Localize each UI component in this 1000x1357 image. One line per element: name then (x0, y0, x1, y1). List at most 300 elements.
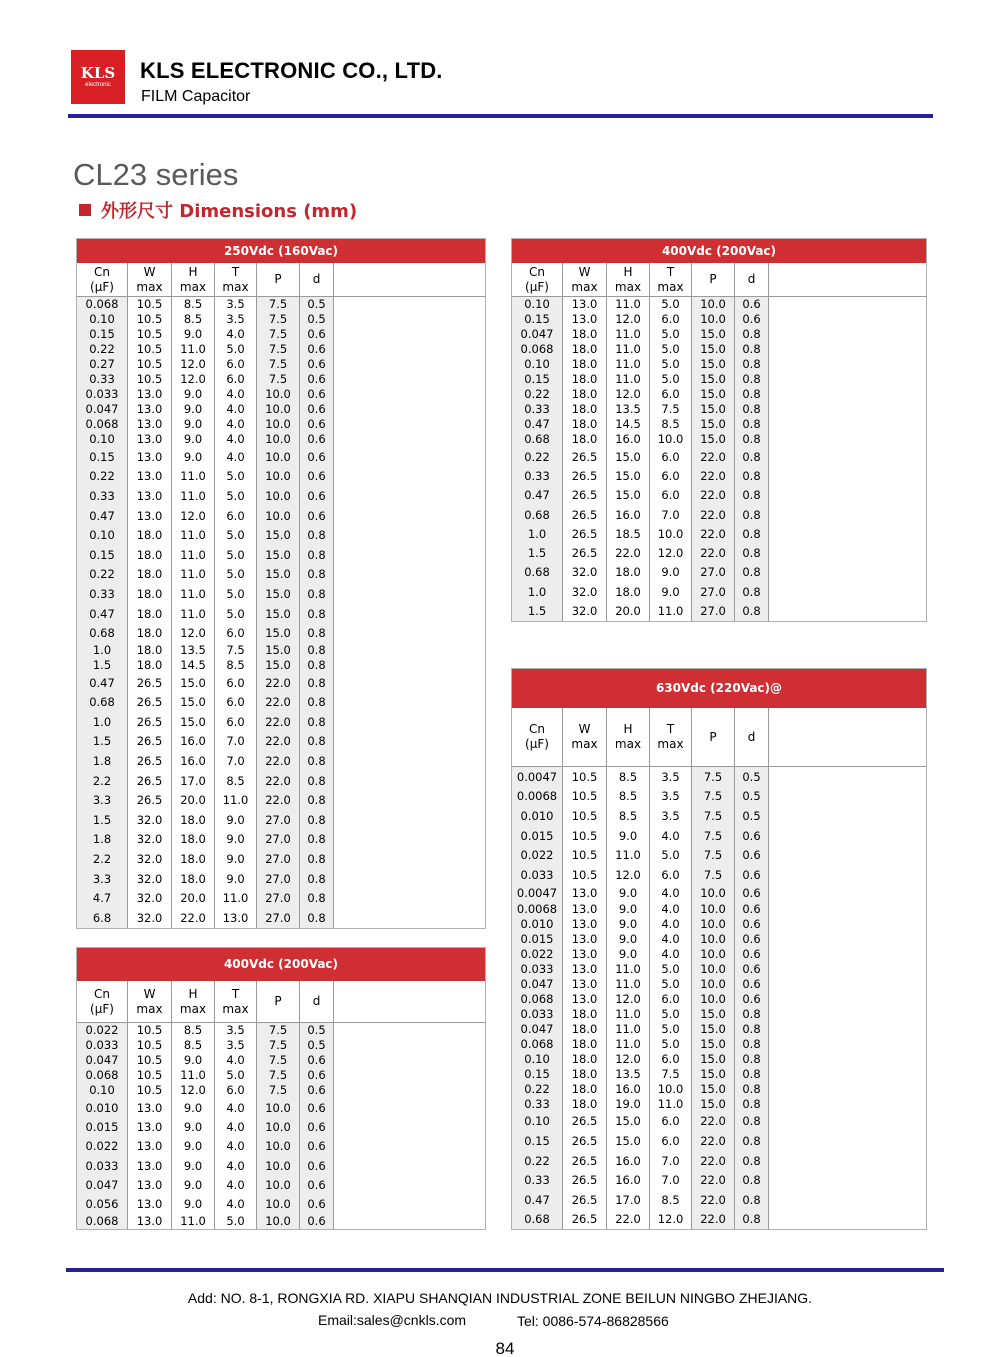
column-header-text: H (188, 264, 198, 279)
table-cell-h: 12.0 (607, 1052, 650, 1067)
table-cell-cn: 0.0047 (512, 767, 563, 787)
table-cell-p: 27.0 (257, 849, 300, 869)
table-cell-cn: 0.068 (512, 1037, 563, 1052)
table-cell-t: 4.0 (215, 1098, 257, 1117)
table-row (77, 486, 485, 506)
table-row (512, 767, 926, 787)
table-cell-d: 0.8 (735, 1037, 769, 1052)
table-cell-t: 4.0 (215, 387, 257, 402)
table-spacer (769, 402, 926, 417)
table-cell-cn: 0.047 (77, 402, 128, 417)
table-cell-p: 27.0 (257, 810, 300, 830)
table-row (512, 992, 926, 1007)
table-cell-w: 10.5 (563, 845, 607, 865)
table-cell-d: 0.6 (300, 1083, 334, 1098)
table-row (512, 1112, 926, 1132)
table-cell-w: 10.5 (128, 1053, 172, 1068)
table-spacer (769, 357, 926, 372)
table-cell-cn: 1.0 (512, 582, 563, 601)
table-cell-h: 14.5 (172, 658, 215, 673)
table-cell-w: 32.0 (128, 908, 172, 928)
table-cell-w: 10.5 (128, 1038, 172, 1053)
column-header-w (128, 263, 172, 296)
column-header-text: max (614, 279, 642, 294)
table-cell-h: 16.0 (607, 1082, 650, 1097)
column-header-cn (77, 263, 128, 296)
column-header-cn (512, 708, 563, 766)
table-cell-t: 6.0 (215, 693, 257, 713)
table-cell-h: 11.0 (172, 565, 215, 585)
column-header-h (172, 981, 215, 1022)
table-cell-w: 26.5 (128, 771, 172, 791)
table-cell-p: 7.5 (257, 312, 300, 327)
table-spacer (334, 643, 485, 658)
table-cell-h: 12.0 (172, 506, 215, 526)
table-cell-p: 10.0 (257, 1194, 300, 1213)
table-cell-p: 10.0 (692, 885, 735, 902)
table-spacer (769, 263, 926, 296)
table-cell-w: 13.0 (128, 402, 172, 417)
table-cell-t: 7.5 (650, 1067, 692, 1082)
table-cell-h: 15.0 (607, 1112, 650, 1132)
table-row (512, 342, 926, 357)
company-name: KLS ELECTRONIC CO., LTD. (140, 58, 443, 83)
table-title: 400Vdc (200Vac) (77, 948, 485, 981)
table-spacer (769, 297, 926, 312)
table-spacer (334, 342, 485, 357)
table-cell-p: 15.0 (257, 545, 300, 565)
table-cell-d: 0.6 (300, 342, 334, 357)
table-cell-w: 26.5 (128, 712, 172, 732)
table-cell-d: 0.8 (300, 712, 334, 732)
table-cell-p: 7.5 (692, 845, 735, 865)
table-cell-d: 0.6 (300, 1053, 334, 1068)
table-cell-w: 13.0 (128, 1137, 172, 1156)
table-cell-d: 0.6 (300, 1194, 334, 1213)
square-bullet-icon (79, 204, 91, 216)
column-header-text: max (571, 737, 598, 751)
table-cell-w: 18.0 (563, 387, 607, 402)
table-cell-d: 0.8 (300, 658, 334, 673)
table-cell-t: 4.0 (215, 1156, 257, 1175)
table-cell-p: 22.0 (692, 447, 735, 466)
table-cell-h: 11.0 (172, 486, 215, 506)
table-cell-t: 5.0 (215, 342, 257, 357)
table-cell-w: 13.0 (128, 447, 172, 467)
table-row (512, 1037, 926, 1052)
table-spacer (334, 623, 485, 643)
table-cell-d: 0.8 (735, 505, 769, 524)
table-cell-d: 0.8 (735, 432, 769, 447)
table-cell-d: 0.6 (735, 297, 769, 312)
table-row (512, 787, 926, 807)
table-row (512, 977, 926, 992)
table-spacer (334, 810, 485, 830)
table-cell-t: 10.0 (650, 524, 692, 543)
table-cell-h: 22.0 (607, 1210, 650, 1230)
table-cell-p: 10.0 (692, 297, 735, 312)
table-cell-h: 16.0 (607, 1170, 650, 1190)
table-cell-w: 10.5 (128, 327, 172, 342)
table-cell-t: 5.0 (650, 1037, 692, 1052)
table-cell-t: 9.0 (215, 810, 257, 830)
column-header-text: max (136, 1001, 163, 1016)
table-cell-t: 4.0 (650, 885, 692, 902)
table-cell-w: 13.0 (128, 1156, 172, 1175)
table-cell-p: 22.0 (692, 1112, 735, 1132)
table-cell-p: 15.0 (257, 658, 300, 673)
table-cell-w: 10.5 (128, 357, 172, 372)
table-cell-w: 10.5 (128, 372, 172, 387)
table-spacer (769, 1022, 926, 1037)
table-cell-h: 15.0 (172, 673, 215, 693)
table-cell-cn: 0.15 (77, 327, 128, 342)
table-spacer (334, 357, 485, 372)
table-cell-cn: 0.10 (512, 1052, 563, 1067)
table-cell-p: 22.0 (257, 771, 300, 791)
company-logo (71, 50, 125, 104)
table-cell-w: 26.5 (563, 486, 607, 505)
table-cell-p: 15.0 (692, 432, 735, 447)
table-cell-d: 0.6 (300, 1137, 334, 1156)
table-cell-d: 0.8 (300, 565, 334, 585)
table-spacer (769, 486, 926, 505)
table-cell-cn: 0.15 (512, 372, 563, 387)
table-cell-w: 18.0 (563, 432, 607, 447)
table-cell-t: 5.0 (215, 545, 257, 565)
table-cell-cn: 1.0 (77, 712, 128, 732)
table-cell-p: 7.5 (257, 297, 300, 312)
table-spacer (334, 771, 485, 791)
table-spacer (769, 387, 926, 402)
table-cell-t: 3.5 (215, 312, 257, 327)
column-header-text: Cn (529, 722, 545, 736)
table-cell-d: 0.8 (300, 673, 334, 693)
column-header-text: (μF) (90, 1001, 114, 1016)
column-header-text: max (222, 1001, 249, 1016)
table-cell-t: 5.0 (215, 565, 257, 585)
table-cell-h: 12.0 (172, 623, 215, 643)
table-spacer (334, 981, 485, 1022)
column-header-text: d (312, 272, 321, 286)
table-cell-h: 9.0 (172, 387, 215, 402)
table-cell-p: 7.5 (257, 1023, 300, 1038)
table-cell-d: 0.8 (735, 372, 769, 387)
table-row (77, 693, 485, 713)
table-cell-h: 12.0 (172, 1083, 215, 1098)
table-cell-w: 10.5 (563, 806, 607, 826)
table-spacer (334, 908, 485, 928)
table-cell-cn: 0.033 (77, 387, 128, 402)
table-row (77, 506, 485, 526)
table-cell-w: 13.0 (563, 932, 607, 947)
table-cell-d: 0.6 (300, 467, 334, 487)
table-cell-t: 6.0 (650, 447, 692, 466)
table-cell-t: 3.5 (650, 767, 692, 787)
table-cell-t: 4.0 (215, 447, 257, 467)
table-row (512, 806, 926, 826)
table-spacer (334, 604, 485, 624)
table-cell-p: 22.0 (692, 1210, 735, 1230)
column-header-d (300, 981, 334, 1022)
table-cell-cn: 0.22 (77, 342, 128, 357)
table-cell-cn: 0.33 (512, 1170, 563, 1190)
table-row (512, 932, 926, 947)
table-cell-w: 18.0 (563, 1067, 607, 1082)
table-row (77, 908, 485, 928)
table-row (77, 604, 485, 624)
table-row (512, 327, 926, 342)
table-row (77, 417, 485, 432)
table-cell-w: 18.0 (128, 658, 172, 673)
table-cell-d: 0.8 (735, 1131, 769, 1151)
table-cell-h: 9.0 (172, 1137, 215, 1156)
table-row (77, 545, 485, 565)
table-cell-w: 26.5 (563, 447, 607, 466)
table-cell-t: 4.0 (215, 1175, 257, 1194)
table-cell-d: 0.8 (735, 387, 769, 402)
column-header-text: (μF) (90, 279, 114, 294)
table-cell-h: 11.0 (172, 604, 215, 624)
table-cell-p: 10.0 (692, 962, 735, 977)
table-cell-h: 9.0 (172, 1156, 215, 1175)
column-header-text: H (623, 264, 633, 279)
column-header-text: Cn (94, 264, 110, 279)
table-cell-cn: 1.5 (77, 658, 128, 673)
table-cell-cn: 0.68 (512, 432, 563, 447)
table-spacer (334, 1137, 485, 1156)
table-cell-cn: 0.15 (512, 1131, 563, 1151)
table-spacer (334, 486, 485, 506)
table-cell-d: 0.6 (300, 1098, 334, 1117)
table-cell-cn: 0.015 (512, 826, 563, 846)
table-cell-w: 13.0 (563, 947, 607, 962)
table-cell-t: 4.0 (215, 327, 257, 342)
table-spacer (334, 447, 485, 467)
table-cell-cn: 3.3 (77, 791, 128, 811)
table-cell-h: 16.0 (607, 1151, 650, 1171)
table-cell-d: 0.6 (300, 1175, 334, 1194)
table-cell-d: 0.8 (300, 888, 334, 908)
table-row (512, 297, 926, 312)
table-cell-h: 11.0 (607, 357, 650, 372)
table-spacer (334, 327, 485, 342)
table-cell-w: 18.0 (128, 584, 172, 604)
column-header-text: max (657, 737, 684, 751)
table-spacer (769, 1190, 926, 1210)
table-cell-h: 12.0 (607, 312, 650, 327)
column-header-text: P (709, 729, 717, 744)
table-cell-w: 26.5 (563, 505, 607, 524)
table-cell-w: 18.0 (563, 342, 607, 357)
table-cell-d: 0.6 (300, 417, 334, 432)
table-spacer (769, 1170, 926, 1190)
table-row (512, 845, 926, 865)
table-cell-h: 22.0 (172, 908, 215, 928)
table-row (77, 357, 485, 372)
table-cell-p: 15.0 (692, 1067, 735, 1082)
table-cell-w: 18.0 (563, 1037, 607, 1052)
table-cell-h: 20.0 (172, 888, 215, 908)
table-cell-w: 10.5 (128, 1023, 172, 1038)
table-row (512, 902, 926, 917)
table-cell-h: 16.0 (607, 505, 650, 524)
table-cell-cn: 0.22 (512, 447, 563, 466)
table-cell-h: 9.0 (172, 327, 215, 342)
table-cell-cn: 0.15 (512, 1067, 563, 1082)
table-spacer (769, 312, 926, 327)
table-cell-h: 22.0 (607, 543, 650, 562)
table-cell-w: 32.0 (128, 869, 172, 889)
table-cell-w: 10.5 (563, 826, 607, 846)
table-spacer (334, 1175, 485, 1194)
table-cell-w: 13.0 (563, 902, 607, 917)
company-phone: Tel: 0086-574-86828566 (517, 1313, 669, 1329)
table-cell-p: 22.0 (257, 693, 300, 713)
table-spacer (769, 917, 926, 932)
table-cell-d: 0.6 (300, 506, 334, 526)
table-cell-p: 27.0 (257, 869, 300, 889)
table-cell-t: 6.0 (215, 357, 257, 372)
table-cell-t: 8.5 (215, 658, 257, 673)
table-cell-p: 10.0 (257, 432, 300, 447)
company-email: Email:sales@cnkls.com (318, 1312, 467, 1328)
table-cell-cn: 0.22 (512, 1151, 563, 1171)
table-cell-p: 10.0 (692, 992, 735, 1007)
table-cell-w: 32.0 (128, 888, 172, 908)
table-cell-w: 18.0 (563, 1007, 607, 1022)
table-cell-t: 6.0 (650, 312, 692, 327)
table-spacer (334, 1038, 485, 1053)
column-header-text: d (312, 994, 321, 1008)
table-cell-cn: 0.10 (77, 432, 128, 447)
table-cell-w: 26.5 (563, 1170, 607, 1190)
table-cell-d: 0.6 (735, 865, 769, 885)
table-cell-cn: 0.047 (77, 1053, 128, 1068)
table-cell-d: 0.6 (735, 947, 769, 962)
table-cell-d: 0.6 (735, 917, 769, 932)
table-cell-cn: 0.47 (77, 604, 128, 624)
table-spacer (334, 693, 485, 713)
table-cell-p: 15.0 (692, 387, 735, 402)
table-cell-cn: 0.022 (77, 1023, 128, 1038)
table-cell-cn: 0.10 (77, 312, 128, 327)
table-cell-cn: 0.68 (512, 563, 563, 582)
table-row (77, 1156, 485, 1175)
table-cell-t: 7.0 (650, 1151, 692, 1171)
table-cell-h: 11.0 (172, 342, 215, 357)
logo-subtext: electronic (85, 82, 111, 88)
table-cell-t: 6.0 (650, 387, 692, 402)
table-cell-d: 0.8 (300, 643, 334, 658)
table-cell-w: 32.0 (563, 601, 607, 620)
table-row (512, 582, 926, 601)
table-row (512, 947, 926, 962)
table-spacer (769, 845, 926, 865)
column-header-text: T (231, 986, 240, 1001)
table-row (77, 1098, 485, 1117)
column-header-t (650, 263, 692, 296)
table-cell-w: 18.0 (563, 327, 607, 342)
table-cell-p: 10.0 (257, 1214, 300, 1229)
table-cell-w: 26.5 (563, 524, 607, 543)
table-cell-d: 0.6 (735, 845, 769, 865)
table-cell-t: 4.0 (215, 417, 257, 432)
table-cell-p: 10.0 (257, 467, 300, 487)
table-cell-d: 0.8 (735, 402, 769, 417)
column-header-cn (77, 981, 128, 1022)
table-cell-d: 0.6 (300, 387, 334, 402)
table-title: 400Vdc (200Vac) (512, 239, 926, 263)
table-cell-cn: 0.068 (77, 1214, 128, 1229)
table-spacer (334, 849, 485, 869)
table-row (512, 505, 926, 524)
table-cell-h: 9.0 (172, 1098, 215, 1117)
table-cell-d: 0.6 (735, 932, 769, 947)
table-cell-p: 22.0 (692, 524, 735, 543)
table-spacer (769, 601, 926, 620)
column-header-p (692, 708, 735, 766)
table-cell-cn: 0.047 (77, 1175, 128, 1194)
table-cell-p: 15.0 (257, 584, 300, 604)
table-cell-h: 9.0 (172, 1117, 215, 1136)
table-row (512, 917, 926, 932)
table-cell-w: 18.0 (128, 565, 172, 585)
table-cell-cn: 0.47 (512, 1190, 563, 1210)
table-cell-h: 9.0 (607, 902, 650, 917)
table-row (512, 865, 926, 885)
table-cell-cn: 0.033 (512, 1007, 563, 1022)
table-spacer (334, 830, 485, 850)
table-row (512, 447, 926, 466)
table-spacer (769, 582, 926, 601)
table-cell-h: 9.0 (607, 947, 650, 962)
table-cell-p: 22.0 (692, 466, 735, 485)
table-spacer (334, 1156, 485, 1175)
column-header-text: W (143, 264, 156, 279)
table-cell-cn: 0.022 (77, 1137, 128, 1156)
table-cell-d: 0.8 (735, 1170, 769, 1190)
table-row (512, 601, 926, 620)
table-spacer (769, 342, 926, 357)
table-row (512, 1170, 926, 1190)
table-cell-d: 0.8 (735, 357, 769, 372)
table-cell-w: 26.5 (128, 673, 172, 693)
table-cell-p: 27.0 (692, 563, 735, 582)
table-cell-h: 9.0 (607, 826, 650, 846)
table-cell-h: 20.0 (172, 791, 215, 811)
table-cell-cn: 0.068 (77, 417, 128, 432)
table-spacer (769, 1151, 926, 1171)
table-row (77, 1137, 485, 1156)
column-header-t (650, 708, 692, 766)
table-cell-d: 0.8 (300, 791, 334, 811)
table-cell-w: 18.0 (563, 372, 607, 387)
table-cell-t: 5.0 (215, 467, 257, 487)
table-cell-p: 7.5 (257, 342, 300, 357)
table-cell-h: 14.5 (607, 417, 650, 432)
column-header-text: H (623, 722, 633, 736)
table-row (512, 1022, 926, 1037)
table-row (512, 1151, 926, 1171)
table-cell-p: 10.0 (257, 486, 300, 506)
table-400vdc-right (511, 238, 927, 622)
table-spacer (334, 312, 485, 327)
column-header-d (735, 708, 769, 766)
table-cell-h: 15.0 (172, 693, 215, 713)
table-cell-t: 5.0 (650, 845, 692, 865)
table-cell-t: 6.0 (215, 506, 257, 526)
